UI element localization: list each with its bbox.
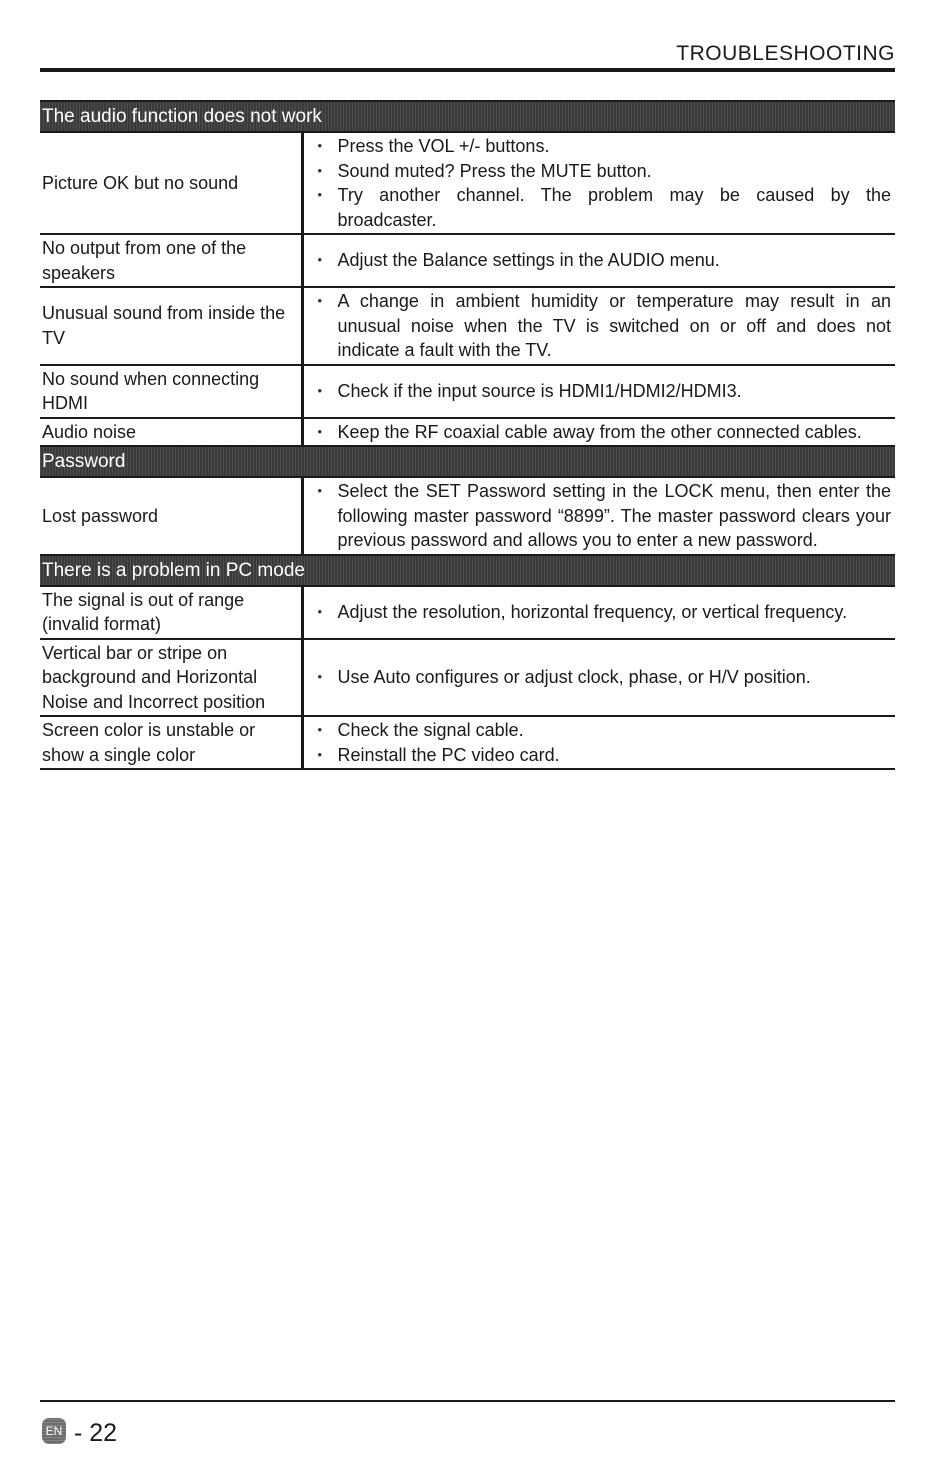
solution-item: • Adjust the Balance settings in the AUDIO menu. (318, 248, 892, 273)
problem-cell: Lost password (40, 477, 302, 555)
solution-item: • Reinstall the PC video card. (318, 743, 892, 768)
header-rule (40, 68, 895, 72)
solution-item: • Check the signal cable. (318, 718, 892, 743)
table-row (40, 418, 895, 447)
solution-list (318, 134, 892, 232)
section-header (40, 555, 895, 586)
solution-list (318, 248, 892, 273)
solution-item: • Try another channel. The problem may be caused by the broadcaster. (318, 183, 892, 232)
solution-cell (302, 132, 895, 234)
solution-item: • Adjust the resolution, horizontal frequency, or vertical frequency. (318, 600, 892, 625)
table-row (40, 234, 895, 287)
table-row (40, 716, 895, 769)
solution-list (318, 479, 892, 553)
table-row (40, 586, 895, 639)
solution-list (318, 420, 892, 445)
problem-cell: No sound when connecting HDMI (40, 365, 302, 418)
solution-cell (302, 639, 895, 717)
solution-list (318, 600, 892, 625)
page-title: TROUBLESHOOTING (676, 42, 895, 65)
solution-cell (302, 287, 895, 365)
section-header (40, 101, 895, 132)
solution-item: • Press the VOL +/- buttons. (318, 134, 892, 159)
page-footer (40, 1400, 895, 1452)
table-row (40, 639, 895, 717)
page-header (40, 42, 895, 72)
footer-rule (40, 1400, 895, 1402)
section-heading: There is a problem in PC mode (40, 555, 895, 586)
section-header (40, 446, 895, 477)
page-number: - 22 (74, 1419, 118, 1447)
solution-cell (302, 716, 895, 769)
table-row (40, 287, 895, 365)
solution-cell (302, 418, 895, 447)
problem-cell: Audio noise (40, 418, 302, 447)
language-badge-icon: EN (42, 1418, 66, 1444)
solution-item: • Keep the RF coaxial cable away from the other connected cables. (318, 420, 892, 445)
troubleshooting-table (40, 100, 895, 770)
solution-list (318, 289, 892, 363)
solution-item: • Sound muted? Press the MUTE button. (318, 159, 892, 184)
table-body (40, 101, 895, 769)
table-row (40, 365, 895, 418)
section-heading: The audio function does not work (40, 101, 895, 132)
table-row (40, 132, 895, 234)
problem-cell: Screen color is unstable or show a single color (40, 716, 302, 769)
solution-list (318, 665, 892, 690)
table-row (40, 477, 895, 555)
problem-cell: Unusual sound from inside the TV (40, 287, 302, 365)
solution-cell (302, 365, 895, 418)
solution-item: • Check if the input source is HDMI1/HDMI2/HDMI3. (318, 379, 892, 404)
problem-cell: Picture OK but no sound (40, 132, 302, 234)
solution-cell (302, 234, 895, 287)
solution-cell (302, 586, 895, 639)
solution-item: • Select the SET Password setting in the LOCK menu, then enter the following master password “8899”. The master password clears your previous password and allows you to enter a new password. (318, 479, 892, 553)
solution-list (318, 718, 892, 767)
problem-cell: No output from one of the speakers (40, 234, 302, 287)
problem-cell: Vertical bar or stripe on background and Horizontal Noise and Incorrect position (40, 639, 302, 717)
solution-list (318, 379, 892, 404)
section-heading: Password (40, 446, 895, 477)
problem-cell: The signal is out of range (invalid format) (40, 586, 302, 639)
solution-item: • A change in ambient humidity or temperature may result in an unusual noise when the TV is switched on or off and does not indicate a fault with the TV. (318, 289, 892, 363)
solution-item: • Use Auto configures or adjust clock, phase, or H/V position. (318, 665, 892, 690)
solution-cell (302, 477, 895, 555)
